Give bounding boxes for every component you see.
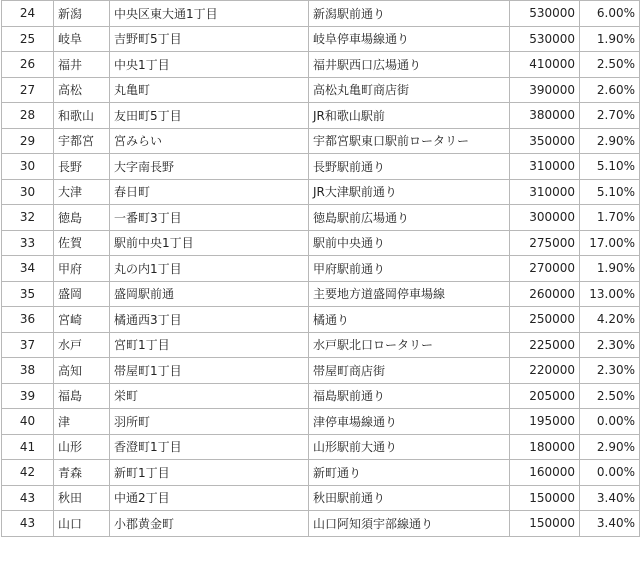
change-cell: 2.30%: [580, 332, 640, 358]
change-cell: 1.90%: [580, 256, 640, 282]
location-cell: 長野駅前通り: [309, 154, 510, 180]
location-cell: 福井駅西口広場通り: [309, 52, 510, 78]
address-cell: 一番町3丁目: [110, 205, 309, 231]
price-cell: 150000: [510, 511, 580, 537]
price-cell: 380000: [510, 103, 580, 129]
table-row: [2, 77, 640, 103]
rank-cell: 42: [2, 460, 54, 486]
location-cell: 宇都宮駅東口駅前ロータリー: [309, 128, 510, 154]
location-cell: 帯屋町商店街: [309, 358, 510, 384]
rank-cell: 38: [2, 358, 54, 384]
address-cell: 盛岡駅前通: [110, 281, 309, 307]
price-cell: 260000: [510, 281, 580, 307]
city-cell: 佐賀: [54, 230, 110, 256]
city-cell: 秋田: [54, 485, 110, 511]
change-cell: 13.00%: [580, 281, 640, 307]
price-cell: 225000: [510, 332, 580, 358]
land-price-table: [1, 0, 640, 537]
city-cell: 水戸: [54, 332, 110, 358]
address-cell: 宮町1丁目: [110, 332, 309, 358]
table-row: [2, 434, 640, 460]
location-cell: 駅前中央通り: [309, 230, 510, 256]
rank-cell: 40: [2, 409, 54, 435]
address-cell: 羽所町: [110, 409, 309, 435]
address-cell: 橘通西3丁目: [110, 307, 309, 333]
address-cell: 吉野町5丁目: [110, 26, 309, 52]
address-cell: 友田町5丁目: [110, 103, 309, 129]
price-cell: 220000: [510, 358, 580, 384]
address-cell: 丸亀町: [110, 77, 309, 103]
city-cell: 青森: [54, 460, 110, 486]
table-row: [2, 256, 640, 282]
table-row: [2, 179, 640, 205]
location-cell: 津停車場線通り: [309, 409, 510, 435]
rank-cell: 29: [2, 128, 54, 154]
change-cell: 2.50%: [580, 383, 640, 409]
change-cell: 0.00%: [580, 409, 640, 435]
table-row: [2, 511, 640, 537]
price-cell: 410000: [510, 52, 580, 78]
location-cell: 新潟駅前通り: [309, 1, 510, 27]
location-cell: 山形駅前大通り: [309, 434, 510, 460]
price-cell: 530000: [510, 1, 580, 27]
table-row: [2, 485, 640, 511]
city-cell: 山口: [54, 511, 110, 537]
table-row: [2, 230, 640, 256]
city-cell: 和歌山: [54, 103, 110, 129]
table-row: [2, 383, 640, 409]
table-row: [2, 103, 640, 129]
change-cell: 2.60%: [580, 77, 640, 103]
price-cell: 150000: [510, 485, 580, 511]
table-row: [2, 52, 640, 78]
table-row: [2, 128, 640, 154]
location-cell: JR和歌山駅前: [309, 103, 510, 129]
change-cell: 1.90%: [580, 26, 640, 52]
price-cell: 250000: [510, 307, 580, 333]
city-cell: 宇都宮: [54, 128, 110, 154]
address-cell: 大字南長野: [110, 154, 309, 180]
location-cell: 高松丸亀町商店街: [309, 77, 510, 103]
table-row: [2, 358, 640, 384]
address-cell: 宮みらい: [110, 128, 309, 154]
rank-cell: 30: [2, 179, 54, 205]
price-cell: 160000: [510, 460, 580, 486]
table-row: [2, 460, 640, 486]
rank-cell: 32: [2, 205, 54, 231]
rank-cell: 43: [2, 511, 54, 537]
rank-cell: 30: [2, 154, 54, 180]
rank-cell: 43: [2, 485, 54, 511]
city-cell: 長野: [54, 154, 110, 180]
price-cell: 205000: [510, 383, 580, 409]
rank-cell: 33: [2, 230, 54, 256]
table-row: [2, 281, 640, 307]
rank-cell: 35: [2, 281, 54, 307]
location-cell: 徳島駅前広場通り: [309, 205, 510, 231]
city-cell: 福井: [54, 52, 110, 78]
city-cell: 高知: [54, 358, 110, 384]
change-cell: 1.70%: [580, 205, 640, 231]
city-cell: 徳島: [54, 205, 110, 231]
city-cell: 甲府: [54, 256, 110, 282]
address-cell: 中央区東大通1丁目: [110, 1, 309, 27]
table-row: [2, 409, 640, 435]
price-cell: 275000: [510, 230, 580, 256]
address-cell: 栄町: [110, 383, 309, 409]
change-cell: 5.10%: [580, 179, 640, 205]
location-cell: 秋田駅前通り: [309, 485, 510, 511]
change-cell: 17.00%: [580, 230, 640, 256]
city-cell: 高松: [54, 77, 110, 103]
rank-cell: 26: [2, 52, 54, 78]
price-cell: 390000: [510, 77, 580, 103]
location-cell: 水戸駅北口ロータリー: [309, 332, 510, 358]
rank-cell: 41: [2, 434, 54, 460]
price-cell: 350000: [510, 128, 580, 154]
city-cell: 岐阜: [54, 26, 110, 52]
price-cell: 195000: [510, 409, 580, 435]
change-cell: 5.10%: [580, 154, 640, 180]
address-cell: 帯屋町1丁目: [110, 358, 309, 384]
table-row: [2, 332, 640, 358]
address-cell: 駅前中央1丁目: [110, 230, 309, 256]
location-cell: 橘通り: [309, 307, 510, 333]
address-cell: 春日町: [110, 179, 309, 205]
city-cell: 福島: [54, 383, 110, 409]
rank-cell: 27: [2, 77, 54, 103]
table-row: [2, 307, 640, 333]
price-cell: 180000: [510, 434, 580, 460]
change-cell: 3.40%: [580, 485, 640, 511]
city-cell: 山形: [54, 434, 110, 460]
change-cell: 4.20%: [580, 307, 640, 333]
change-cell: 2.30%: [580, 358, 640, 384]
change-cell: 2.50%: [580, 52, 640, 78]
location-cell: 新町通り: [309, 460, 510, 486]
rank-cell: 36: [2, 307, 54, 333]
table-row: [2, 154, 640, 180]
price-cell: 310000: [510, 154, 580, 180]
change-cell: 0.00%: [580, 460, 640, 486]
rank-cell: 28: [2, 103, 54, 129]
location-cell: 山口阿知須宇部線通り: [309, 511, 510, 537]
city-cell: 津: [54, 409, 110, 435]
rank-cell: 34: [2, 256, 54, 282]
rank-cell: 37: [2, 332, 54, 358]
location-cell: 主要地方道盛岡停車場線: [309, 281, 510, 307]
city-cell: 大津: [54, 179, 110, 205]
address-cell: 丸の内1丁目: [110, 256, 309, 282]
price-cell: 530000: [510, 26, 580, 52]
table-body: [2, 1, 640, 537]
rank-cell: 24: [2, 1, 54, 27]
address-cell: 中央1丁目: [110, 52, 309, 78]
address-cell: 新町1丁目: [110, 460, 309, 486]
location-cell: 甲府駅前通り: [309, 256, 510, 282]
price-cell: 300000: [510, 205, 580, 231]
city-cell: 新潟: [54, 1, 110, 27]
price-cell: 270000: [510, 256, 580, 282]
table-row: [2, 1, 640, 27]
price-cell: 310000: [510, 179, 580, 205]
change-cell: 6.00%: [580, 1, 640, 27]
address-cell: 香澄町1丁目: [110, 434, 309, 460]
address-cell: 中通2丁目: [110, 485, 309, 511]
city-cell: 盛岡: [54, 281, 110, 307]
address-cell: 小郡黄金町: [110, 511, 309, 537]
location-cell: 岐阜停車場線通り: [309, 26, 510, 52]
table-row: [2, 26, 640, 52]
location-cell: 福島駅前通り: [309, 383, 510, 409]
table-row: [2, 205, 640, 231]
change-cell: 2.90%: [580, 434, 640, 460]
location-cell: JR大津駅前通り: [309, 179, 510, 205]
change-cell: 2.90%: [580, 128, 640, 154]
rank-cell: 25: [2, 26, 54, 52]
rank-cell: 39: [2, 383, 54, 409]
change-cell: 3.40%: [580, 511, 640, 537]
city-cell: 宮崎: [54, 307, 110, 333]
change-cell: 2.70%: [580, 103, 640, 129]
